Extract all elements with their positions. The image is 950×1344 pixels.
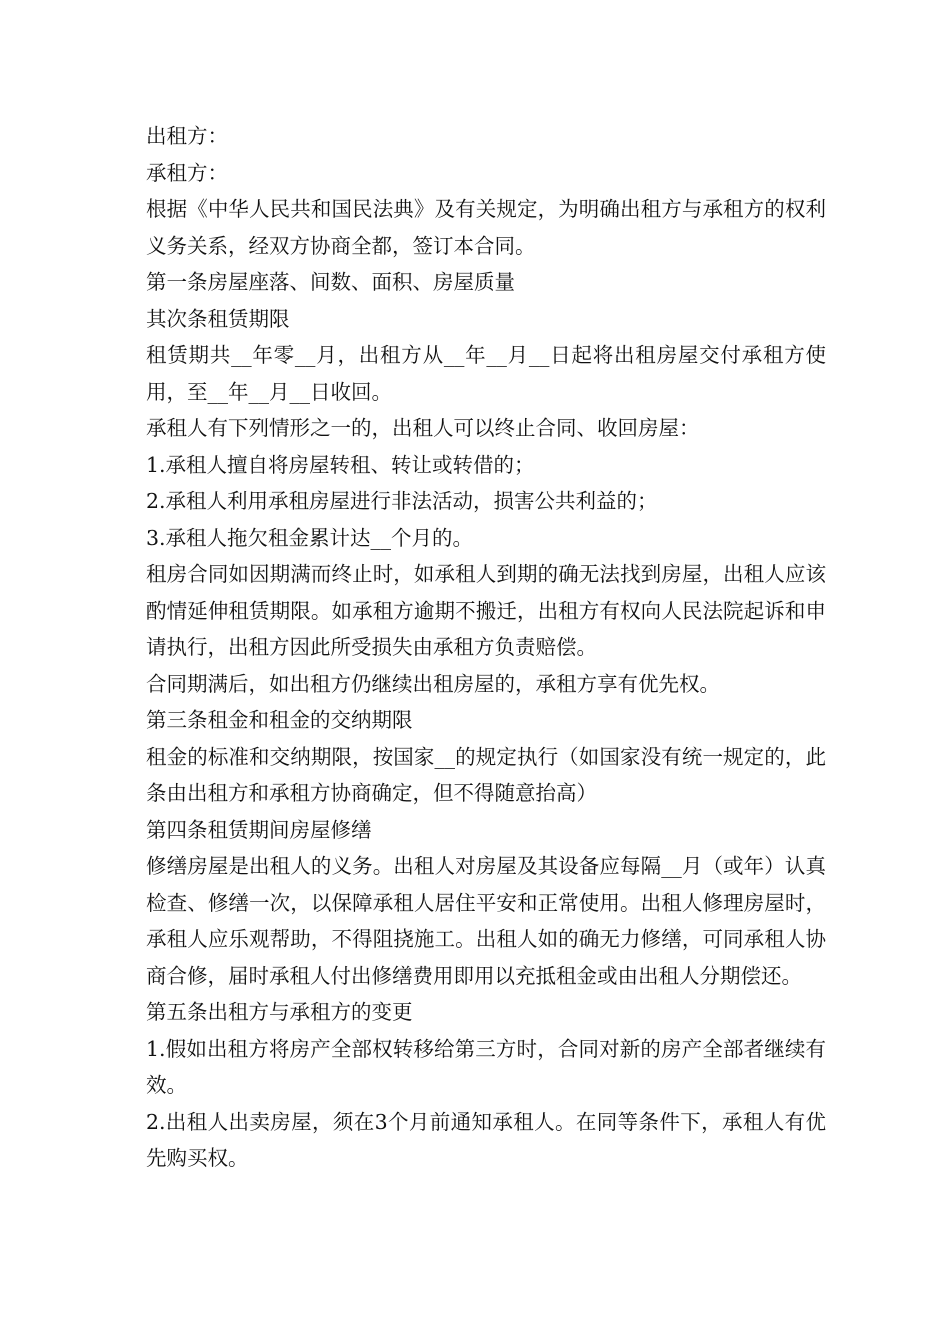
lease-term-paragraph: 租赁期共__年零__月，出租方从__年__月__日起将出租房屋交付承租方使用，至__年__月__日收回。 [146, 343, 826, 404]
party-lessee: 承租方： [146, 160, 228, 185]
article-1-heading: 第一条房屋座落、间数、面积、房屋质量 [146, 270, 515, 294]
change-item-1: 1.假如出租方将房产全部权转移给第三方时，合同对新的房产全部者继续有效。 [146, 1036, 826, 1097]
article-2-heading: 其次条租赁期限 [146, 306, 290, 331]
termination-item-1: 1.承租人擅自将房屋转租、转让或转借的； [146, 452, 535, 477]
article-4-heading: 第四条租赁期间房屋修缮 [146, 817, 372, 842]
priority-renewal-paragraph: 合同期满后，如出租方仍继续出租房屋的，承租方享有优先权。 [146, 671, 720, 696]
termination-conditions-paragraph: 承租人有下列情形之一的，出租人可以终止合同、收回房屋： [146, 416, 700, 440]
preamble-paragraph: 根据《中华人民共和国民法典》及有关规定，为明确出租方与承租方的权利义务关系，经双方协商全都，签订本合同。 [146, 197, 826, 258]
repair-paragraph: 修缮房屋是出租人的义务。出租人对房屋及其设备应每隔__月（或年）认真检查、修缮一次，以保障承租人居住平安和正常使用。出租人修理房屋时，承租人应乐观帮助，不得阻挠施工。出租人如的确无力修缮，可同承租人协商合修，届时承租人付出修缮费用即用以充抵租金或由出租人分期偿还。 [146, 854, 826, 988]
expiry-paragraph: 租房合同如因期满而终止时，如承租人到期的确无法找到房屋，出租人应该酌情延伸租赁期限。如承租方逾期不搬迁，出租方有权向人民法院起诉和申请执行，出租方因此所受损失由承租方负责赔偿。 [146, 562, 826, 659]
rent-standard-paragraph: 租金的标准和交纳期限，按国家__的规定执行（如国家没有统一规定的，此条由出租方和承租方协商确定，但不得随意抬高） [146, 744, 826, 805]
article-3-heading: 第三条租金和租金的交纳期限 [146, 708, 413, 732]
party-lessor: 出租方： [146, 124, 228, 148]
document-body [146, 118, 826, 1177]
change-item-2: 2.出租人出卖房屋，须在3个月前通知承租人。在同等条件下，承租人有优先购买权。 [146, 1109, 826, 1170]
termination-item-3: 3.承租人拖欠租金累计达__个月的。 [146, 525, 474, 550]
termination-item-2: 2.承租人利用承租房屋进行非法活动，损害公共利益的； [146, 489, 658, 513]
article-5-heading: 第五条出租方与承租方的变更 [146, 1000, 413, 1024]
